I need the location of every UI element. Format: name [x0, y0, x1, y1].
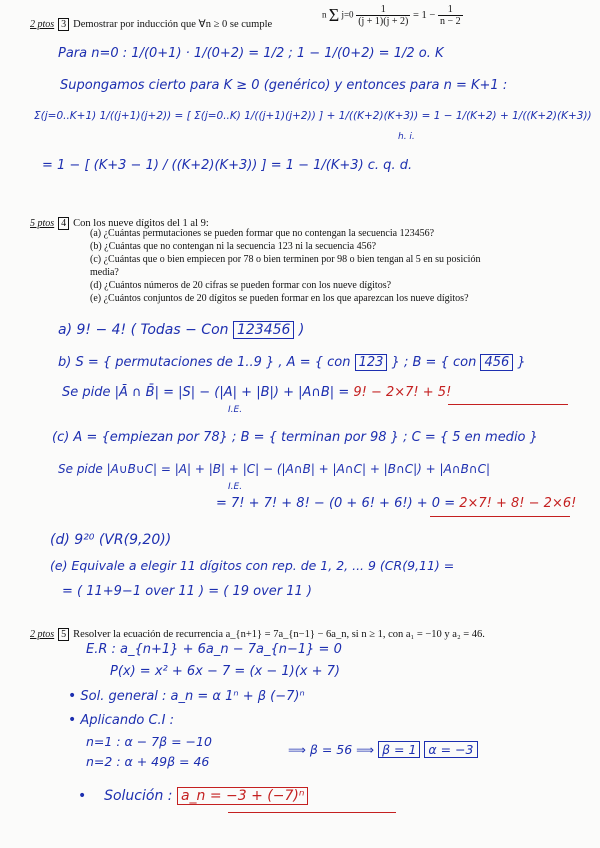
- problem-number: 5: [58, 628, 69, 641]
- hw-answer-b-result: [62, 385, 451, 400]
- hw-system-eq1: n=1 : α − 7β = −10: [86, 734, 212, 749]
- hw-answer-c-formula: Se pide |A∪B∪C| = |A| + |B| + |C| − (|A∩B| + |A∩C| + |B∩C|) + |A∩B∩C|: [58, 462, 490, 476]
- hw-answer-c-result: [216, 496, 576, 511]
- answer-c-result: 2×7! + 8! − 2×6!: [459, 496, 577, 511]
- problem-3-header: [30, 14, 272, 32]
- red-underline-c: [430, 516, 570, 517]
- red-underline-b: [448, 404, 568, 405]
- question-e: (e) ¿Cuántos conjuntos de 20 dígitos se pueden formar en los que aparezcan los nueve dígitos?: [90, 293, 469, 304]
- question-d: (d) ¿Cuántos números de 20 cifras se pueden formar con los nueve dígitos?: [90, 280, 392, 291]
- bullet-icon: •: [68, 688, 77, 704]
- hw-induction-hypothesis: Supongamos cierto para K ≥ 0 (genérico) y entonces para n = K+1 :: [60, 78, 508, 93]
- problem-statement: Demostrar por inducción que ∀n ≥ 0 se cumple: [73, 19, 273, 30]
- points-label: 2 ptos: [30, 19, 55, 30]
- problem-statement: Resolver la ecuación de recurrencia a_{n+1} = 7a_{n−1} − 6a_n, si n ≥ 1, con a₁ = −10 y a₂ = 46.: [73, 629, 485, 640]
- fraction-numerator-2: 1: [438, 4, 463, 16]
- bullet-icon: •: [78, 788, 87, 804]
- sum-symbol: Σ: [328, 5, 340, 25]
- problem-3-formula: [322, 4, 463, 27]
- answer-b-mid: } ; B = { con: [387, 355, 481, 370]
- hw-answer-a: [58, 322, 304, 338]
- hw-answer-b-sets: [58, 355, 526, 370]
- problem-number: 3: [58, 18, 69, 31]
- hw-hi-note: h. i.: [398, 132, 415, 142]
- system-result-text: ⟹ β = 56 ⟹: [288, 742, 375, 757]
- answer-b-formula: Se pide |Ā ∩ B̄| = |S| − (|A| + |B|) + |A∩B| =: [62, 385, 350, 400]
- answer-a-text: a) 9! − 4! ( Todas − Con: [58, 322, 233, 338]
- boxed-sequence: 123456: [233, 321, 294, 339]
- boxed-sequence-b: 456: [480, 354, 513, 371]
- answer-a-end: ): [294, 322, 305, 338]
- formula-equals: = 1 −: [412, 9, 436, 21]
- hw-answer-d: (d) 9²⁰ (VR(9,20)): [50, 532, 172, 548]
- hw-system-result: [288, 742, 478, 757]
- answer-c-calc: = 7! + 7! + 8! − (0 + 6! + 6!) + 0 =: [216, 496, 456, 511]
- fraction-denominator-2: n − 2: [439, 16, 461, 27]
- initial-conditions-text: Aplicando C.I :: [80, 713, 175, 728]
- problem-number: 4: [58, 217, 69, 230]
- boxed-sequence-a: 123: [355, 354, 388, 371]
- question-c: (c) ¿Cuántas que o bien empiecen por 78 o bien terminen por 98 o bien tengan al 5 en su posición: [90, 254, 481, 265]
- question-b: (b) ¿Cuántas que no contengan ni la secuencia 123 ni la secuencia 456?: [90, 241, 377, 252]
- hw-system-eq2: n=2 : α + 49β = 46: [86, 754, 210, 769]
- sum-lower: j=0: [341, 9, 354, 20]
- bullet-icon: •: [68, 712, 77, 728]
- answer-b-sets-text: b) S = { permutaciones de 1..9 } , A = { con: [58, 355, 355, 370]
- red-underline-final: [228, 812, 396, 813]
- hw-answer-c-sets: (c) A = {empiezan por 78} ; B = { terminan por 98 } ; C = { 5 en medio }: [52, 430, 538, 445]
- final-answer: a_n = −3 + (−7)ⁿ: [177, 787, 309, 805]
- question-c-cont: media?: [90, 267, 119, 278]
- boxed-alpha: α = −3: [424, 741, 477, 758]
- sum-upper: n: [322, 9, 327, 20]
- general-solution-text: Sol. general : a_n = α 1ⁿ + β (−7)ⁿ: [80, 689, 305, 704]
- hw-answer-e: (e) Equivale a elegir 11 dígitos con rep. de 1, 2, ... 9 (CR(9,11) =: [50, 558, 455, 573]
- hw-base-case: Para n=0 : 1/(0+1) · 1/(0+2) = 1/2 ; 1 − 1/(0+2) = 1/2 o. K: [58, 46, 444, 61]
- hw-answer-e-result: = ( 11+9−1 over 11 ) = ( 19 over 11 ): [62, 584, 313, 599]
- fraction-numerator: 1: [356, 4, 410, 16]
- points-label: 2 ptos: [30, 629, 55, 640]
- points-label: 5 ptos: [30, 218, 55, 229]
- hw-final-solution: [78, 788, 308, 804]
- hw-induction-step: Σ(j=0..K+1) 1/((j+1)(j+2)) = [ Σ(j=0..K) 1/((j+1)(j+2)) ] + 1/((K+2)(K+3)) = 1 − 1/(K+2) + 1/((K+2)(K+3)): [34, 110, 592, 122]
- hw-conclusion: = 1 − [ (K+3 − 1) / ((K+2)(K+3)) ] = 1 − 1/(K+3) c. q. d.: [42, 158, 413, 173]
- problem-5-header: [30, 624, 485, 642]
- hw-recurrence: E.R : a_{n+1} + 6a_n − 7a_{n−1} = 0: [86, 642, 342, 657]
- answer-b-end: }: [513, 355, 526, 370]
- answer-b-result: 9! − 2×7! + 5!: [353, 385, 452, 400]
- problem-statement: Con los nueve dígitos del 1 al 9:: [73, 218, 209, 229]
- solution-label: Solución :: [104, 788, 173, 804]
- hw-initial-conditions: [68, 712, 174, 728]
- hw-char-poly: P(x) = x² + 6x − 7 = (x − 1)(x + 7): [110, 664, 340, 679]
- hw-general-solution: [68, 688, 305, 704]
- fraction-denominator: (j + 1)(j + 2): [358, 16, 409, 27]
- question-a: (a) ¿Cuántas permutaciones se pueden formar que no contengan la secuencia 123456?: [90, 228, 435, 239]
- boxed-beta: β = 1: [378, 741, 420, 758]
- hw-ie-note-b: I.E.: [228, 405, 243, 415]
- hw-ie-note-c: I.E.: [228, 482, 243, 492]
